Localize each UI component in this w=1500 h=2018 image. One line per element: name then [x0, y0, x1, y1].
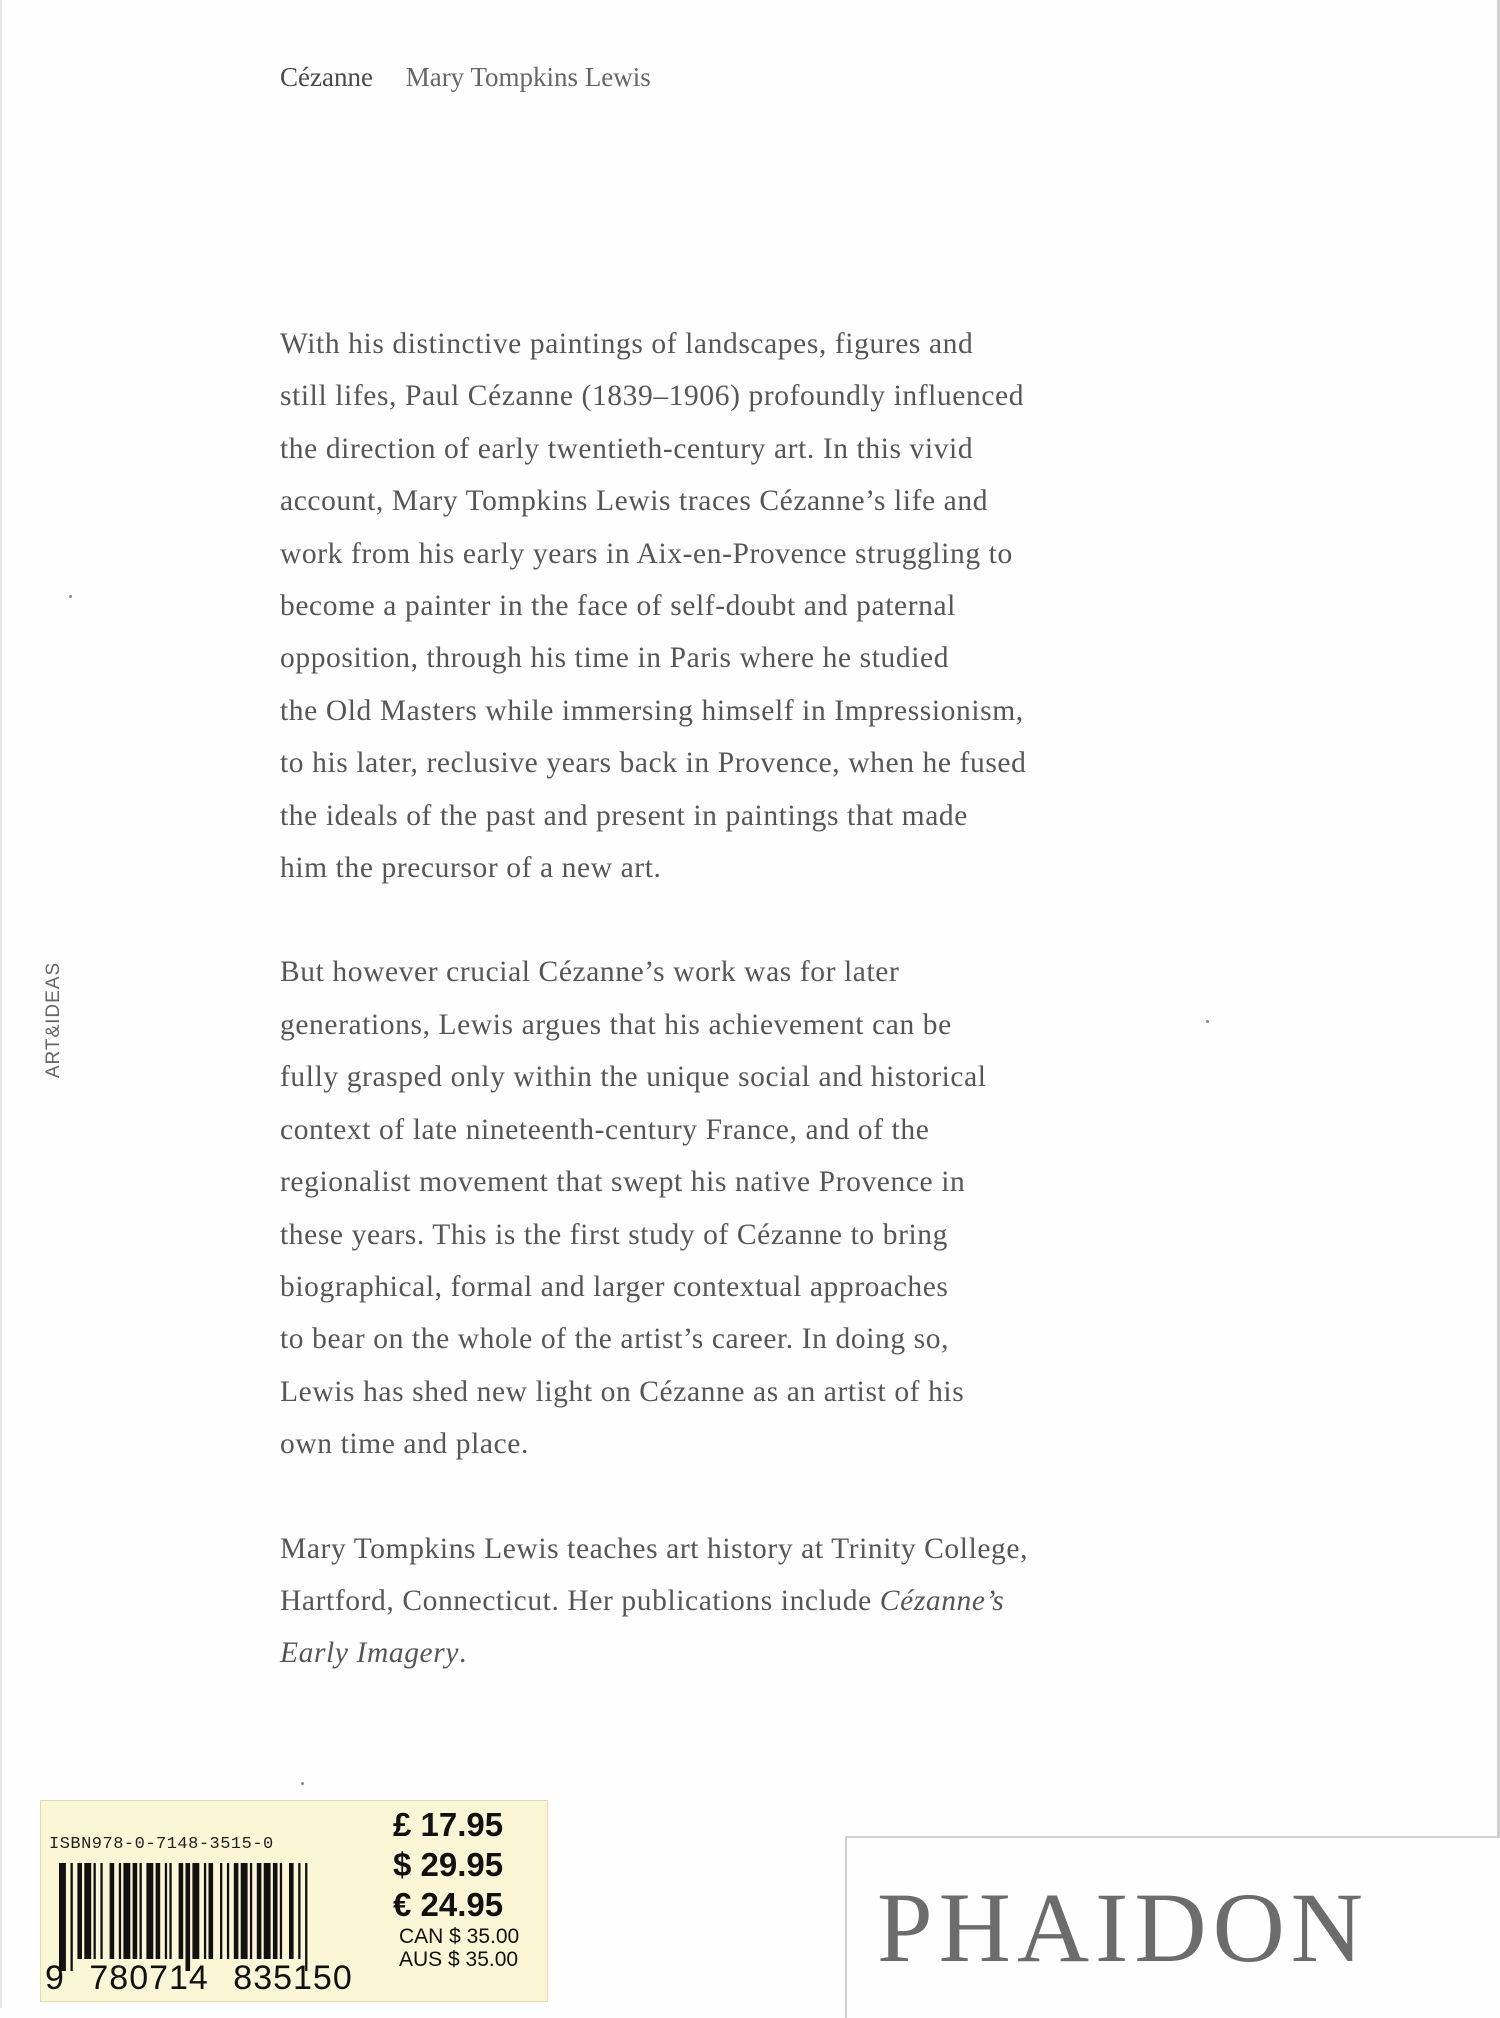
- page-edge-left: [0, 0, 2, 2008]
- barcode-bar: [110, 1863, 115, 1959]
- barcode-bar: [94, 1863, 96, 1959]
- price-usd: $ 29.95: [393, 1846, 504, 1883]
- text-line: the Old Masters while immersing himself in Impressionism,: [280, 694, 1024, 727]
- text-line: opposition, through his time in Paris where he studied: [280, 642, 950, 675]
- ean-digits: [45, 1959, 353, 1998]
- price-eur: € 24.95: [393, 1886, 504, 1923]
- barcode-bar: [204, 1863, 206, 1959]
- barcode-bar: [298, 1863, 300, 1959]
- barcode-bar: [156, 1863, 161, 1959]
- barcode-bar: [186, 1863, 191, 1971]
- paper-speck: [1206, 1020, 1209, 1023]
- barcode-bar: [169, 1863, 171, 1959]
- price-can: CAN $ 35.00: [399, 1925, 520, 1948]
- barcode-bar: [192, 1863, 199, 1959]
- paper-speck: [69, 595, 72, 598]
- barcode-bar: [71, 1863, 73, 1971]
- paper-speck: [301, 1782, 304, 1785]
- publisher-logo-box: [845, 1836, 1500, 2018]
- text-segment: Hartford, Connecticut. Her publications include: [280, 1584, 880, 1617]
- blurb-paragraph-2: [280, 946, 1200, 1470]
- barcode-bar: [264, 1863, 271, 1959]
- book-header: [280, 62, 651, 93]
- blurb-paragraph-1: [280, 318, 1200, 894]
- text-line: fully grasped only within the unique social and historical: [280, 1061, 987, 1094]
- price-list: [393, 1805, 519, 1971]
- book-reference: Early Imagery: [280, 1637, 460, 1670]
- barcode-bar: [234, 1863, 239, 1959]
- price-aus: AUS $ 35.00: [399, 1948, 519, 1971]
- text-line: him the precursor of a new art.: [280, 852, 662, 885]
- price-sticker: [40, 1800, 548, 2002]
- book-author: Mary Tompkins Lewis: [405, 62, 651, 92]
- barcode-bar: [119, 1863, 121, 1959]
- barcode-bar: [289, 1863, 294, 1959]
- barcode-bar: [77, 1863, 82, 1959]
- book-reference: Cézanne’s: [879, 1584, 1005, 1617]
- ean-digit-group: 9: [45, 1959, 65, 1997]
- text-line: these years. This is the first study of Cézanne to bring: [280, 1218, 948, 1251]
- barcode-bar: [146, 1863, 153, 1959]
- barcode-bar: [133, 1863, 138, 1959]
- text-line: the direction of early twentieth-century art. In this vivid: [280, 432, 974, 465]
- barcode-bar: [241, 1863, 248, 1959]
- barcode-bar: [140, 1863, 142, 1959]
- text-segment: .: [459, 1637, 467, 1670]
- text-line: become a painter in the face of self-doubt and paternal: [280, 590, 956, 623]
- text-line: own time and place.: [280, 1428, 529, 1461]
- text-line: Mary Tompkins Lewis teaches art history at Trinity College,: [280, 1532, 1029, 1565]
- text-line: account, Mary Tompkins Lewis traces Cézanne’s life and: [280, 485, 989, 518]
- isbn-number: ISBN978-0-7148-3515-0: [49, 1835, 274, 1854]
- barcode-bar: [257, 1863, 262, 1959]
- barcode: [55, 1863, 385, 1971]
- barcode-bar: [280, 1863, 282, 1959]
- text-line: to bear on the whole of the artist’s career. In doing so,: [280, 1323, 950, 1356]
- barcode-bar: [305, 1863, 307, 1971]
- price-gbp: £ 17.95: [393, 1806, 504, 1843]
- text-line: the ideals of the past and present in paintings that made: [280, 799, 968, 832]
- book-title: Cézanne: [280, 62, 373, 92]
- text-line: Lewis has shed new light on Cézanne as an artist of his: [280, 1375, 965, 1408]
- barcode-bar: [123, 1863, 130, 1959]
- blurb-text: [280, 318, 1200, 1680]
- text-line: [280, 1627, 1200, 1679]
- author-bio: [280, 1523, 1200, 1680]
- barcode-bar: [179, 1863, 184, 1959]
- barcode-bar: [84, 1863, 91, 1959]
- text-line: generations, Lewis argues that his achievement can be: [280, 1008, 952, 1041]
- ean-digit-group: 780714: [89, 1959, 209, 1997]
- text-line: context of late nineteenth-century France, and of the: [280, 1113, 930, 1146]
- series-label: ART&IDEAS: [43, 961, 64, 1079]
- text-line: still lifes, Paul Cézanne (1839–1906) profoundly influenced: [280, 380, 1025, 413]
- text-line: biographical, formal and larger contextual approaches: [280, 1270, 949, 1303]
- barcode-bar: [227, 1863, 229, 1959]
- barcode-bar: [209, 1863, 214, 1959]
- text-line: [280, 1575, 1200, 1627]
- text-line: But however crucial Cézanne’s work was for later: [280, 956, 900, 989]
- barcode-bar: [273, 1863, 278, 1959]
- text-line: With his distinctive paintings of landscapes, figures and: [280, 328, 974, 360]
- publisher-logo: PHAIDON: [877, 1872, 1369, 1983]
- text-line: work from his early years in Aix-en-Provence struggling to: [280, 537, 1013, 570]
- text-line: to his later, reclusive years back in Provence, when he fused: [280, 747, 1027, 780]
- barcode-bar: [220, 1863, 222, 1959]
- barcode-bar: [100, 1863, 102, 1959]
- ean-digit-group: 835150: [233, 1959, 353, 1997]
- barcode-bar: [250, 1863, 252, 1959]
- text-line: regionalist movement that swept his native Provence in: [280, 1166, 966, 1199]
- barcode-bar: [165, 1863, 167, 1959]
- barcode-bar: [59, 1863, 66, 1971]
